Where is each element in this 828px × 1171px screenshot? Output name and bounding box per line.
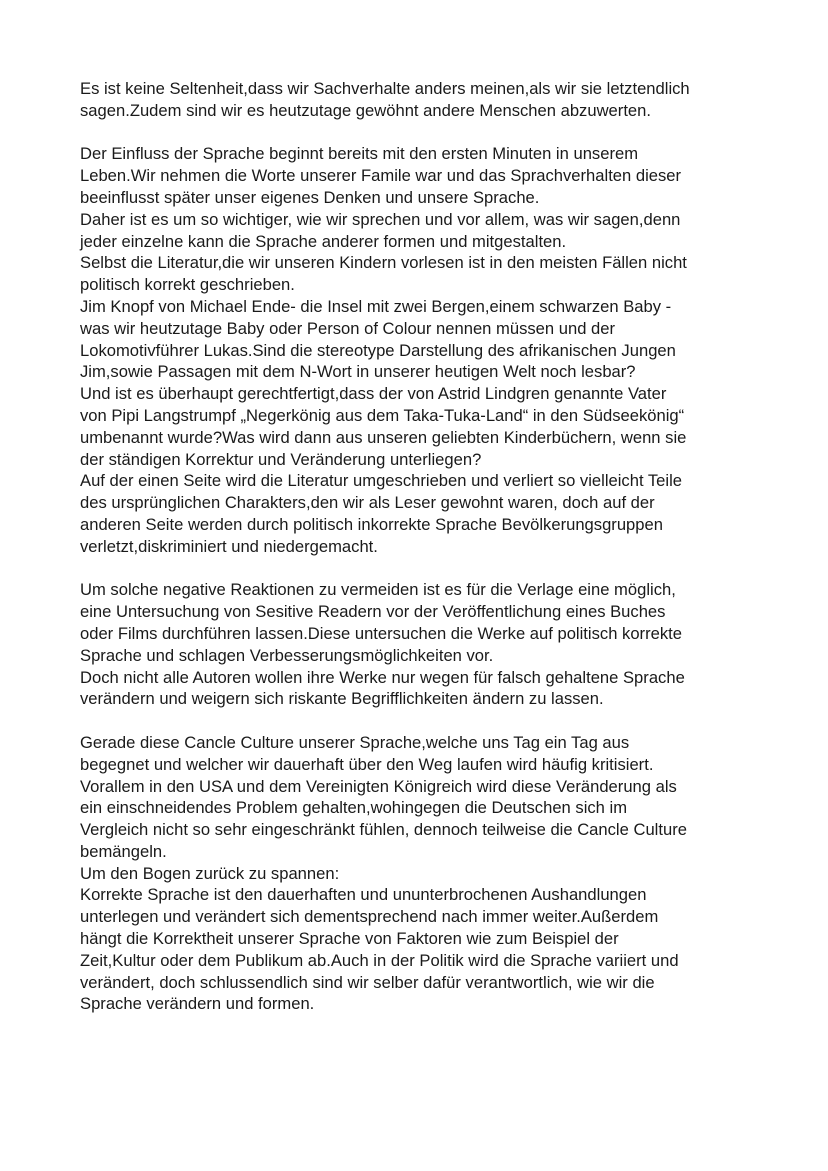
text-line: verändert, doch schlussendlich sind wir selber dafür verantwortlich, wie wir die <box>80 972 655 992</box>
paragraph-1 <box>80 78 760 122</box>
text-line: Lokomotivführer Lukas.Sind die stereotype Darstellung des afrikanischen Jungen <box>80 340 676 360</box>
text-line: politisch korrekt geschrieben. <box>80 275 295 295</box>
text-line: ein einschneidendes Problem gehalten,wohingegen die Deutschen sich im <box>80 798 628 818</box>
text-line: Der Einfluss der Sprache beginnt bereits mit den ersten Minuten in unserem <box>80 144 639 164</box>
text-line: Es ist keine Seltenheit,dass wir Sachverhalte anders meinen,als wir sie letztendlich <box>80 79 690 98</box>
text-line: jeder einzelne kann die Sprache anderer formen und mitgestalten. <box>80 231 567 251</box>
paragraph-4 <box>80 732 760 1015</box>
text-line: umbenannt wurde?Was wird dann aus unseren geliebten Kinderbüchern, wenn sie <box>80 427 687 447</box>
text-line: verändern und weigern sich riskante Begrifflichkeiten ändern zu lassen. <box>80 689 604 709</box>
text-line: Vergleich nicht so sehr eingeschränkt fühlen, dennoch teilweise die Cancle Culture <box>80 820 687 840</box>
text-line: der ständigen Korrektur und Veränderung unterliegen? <box>80 449 482 469</box>
text-line: Um solche negative Reaktionen zu vermeiden ist es für die Verlage eine möglich, <box>80 580 676 600</box>
text-line: Sprache verändern und formen. <box>80 994 315 1014</box>
text-line: Sprache und schlagen Verbesserungsmöglichkeiten vor. <box>80 645 494 665</box>
text-line: oder Films durchführen lassen.Diese untersuchen die Werke auf politisch korrekte <box>80 623 682 643</box>
text-line: hängt die Korrektheit unserer Sprache von Faktoren wie zum Beispiel der <box>80 929 619 949</box>
text-line: Daher ist es um so wichtiger, wie wir sprechen und vor allem, was wir sagen,denn <box>80 209 681 229</box>
text-line: des ursprünglichen Charakters,den wir als Leser gewohnt waren, doch auf der <box>80 493 655 513</box>
paragraph-spacer <box>80 122 760 144</box>
paragraph-spacer <box>80 558 760 580</box>
document-body <box>80 78 760 1015</box>
text-line: was wir heutzutage Baby oder Person of Colour nennen müssen und der <box>80 318 616 338</box>
text-line: beeinflusst später unser eigenes Denken und unsere Sprache. <box>80 187 540 207</box>
text-line: eine Untersuchung von Sesitive Readern vor der Veröffentlichung eines Buches <box>80 602 666 622</box>
text-line: unterlegen und verändert sich dementsprechend nach immer weiter.Außerdem <box>80 907 659 927</box>
text-line: Korrekte Sprache ist den dauerhaften und ununterbrochenen Aushandlungen <box>80 885 647 905</box>
text-line: Jim Knopf von Michael Ende- die Insel mit zwei Bergen,einem schwarzen Baby - <box>80 296 672 316</box>
text-line: Selbst die Literatur,die wir unseren Kindern vorlesen ist in den meisten Fällen nicht <box>80 253 687 273</box>
paragraph-2 <box>80 143 760 557</box>
text-line: Gerade diese Cancle Culture unserer Sprache,welche uns Tag ein Tag aus <box>80 732 630 752</box>
paragraph-spacer <box>80 710 760 732</box>
text-line: Und ist es überhaupt gerechtfertigt,dass der von Astrid Lindgren genannte Vater <box>80 384 667 404</box>
paragraph-3 <box>80 579 760 710</box>
text-line: Zeit,Kultur oder dem Publikum ab.Auch in der Politik wird die Sprache variiert und <box>80 950 679 970</box>
text-line: von Pipi Langstrumpf „Negerkönig aus dem Taka-Tuka-Land“ in den Südseekönig“ <box>80 405 685 425</box>
text-line: bemängeln. <box>80 841 167 861</box>
text-line: sagen.Zudem sind wir es heutzutage gewöhnt andere Menschen abzuwerten. <box>80 100 651 120</box>
text-line: Leben.Wir nehmen die Worte unserer Famile war und das Sprachverhalten dieser <box>80 166 682 186</box>
text-line: Doch nicht alle Autoren wollen ihre Werke nur wegen für falsch gehaltene Sprache <box>80 667 685 687</box>
text-line: Auf der einen Seite wird die Literatur umgeschrieben und verliert so vielleicht Teile <box>80 471 683 491</box>
text-line: anderen Seite werden durch politisch inkorrekte Sprache Bevölkerungsgruppen <box>80 514 663 534</box>
text-line: Jim,sowie Passagen mit dem N-Wort in unserer heutigen Welt noch lesbar? <box>80 362 636 382</box>
text-line: begegnet und welcher wir dauerhaft über den Weg laufen wird häufig kritisiert. <box>80 754 654 774</box>
text-line: Um den Bogen zurück zu spannen: <box>80 863 340 883</box>
text-line: Vorallem in den USA und dem Vereinigten Königreich wird diese Veränderung als <box>80 776 677 796</box>
text-line: verletzt,diskriminiert und niedergemacht. <box>80 536 378 556</box>
